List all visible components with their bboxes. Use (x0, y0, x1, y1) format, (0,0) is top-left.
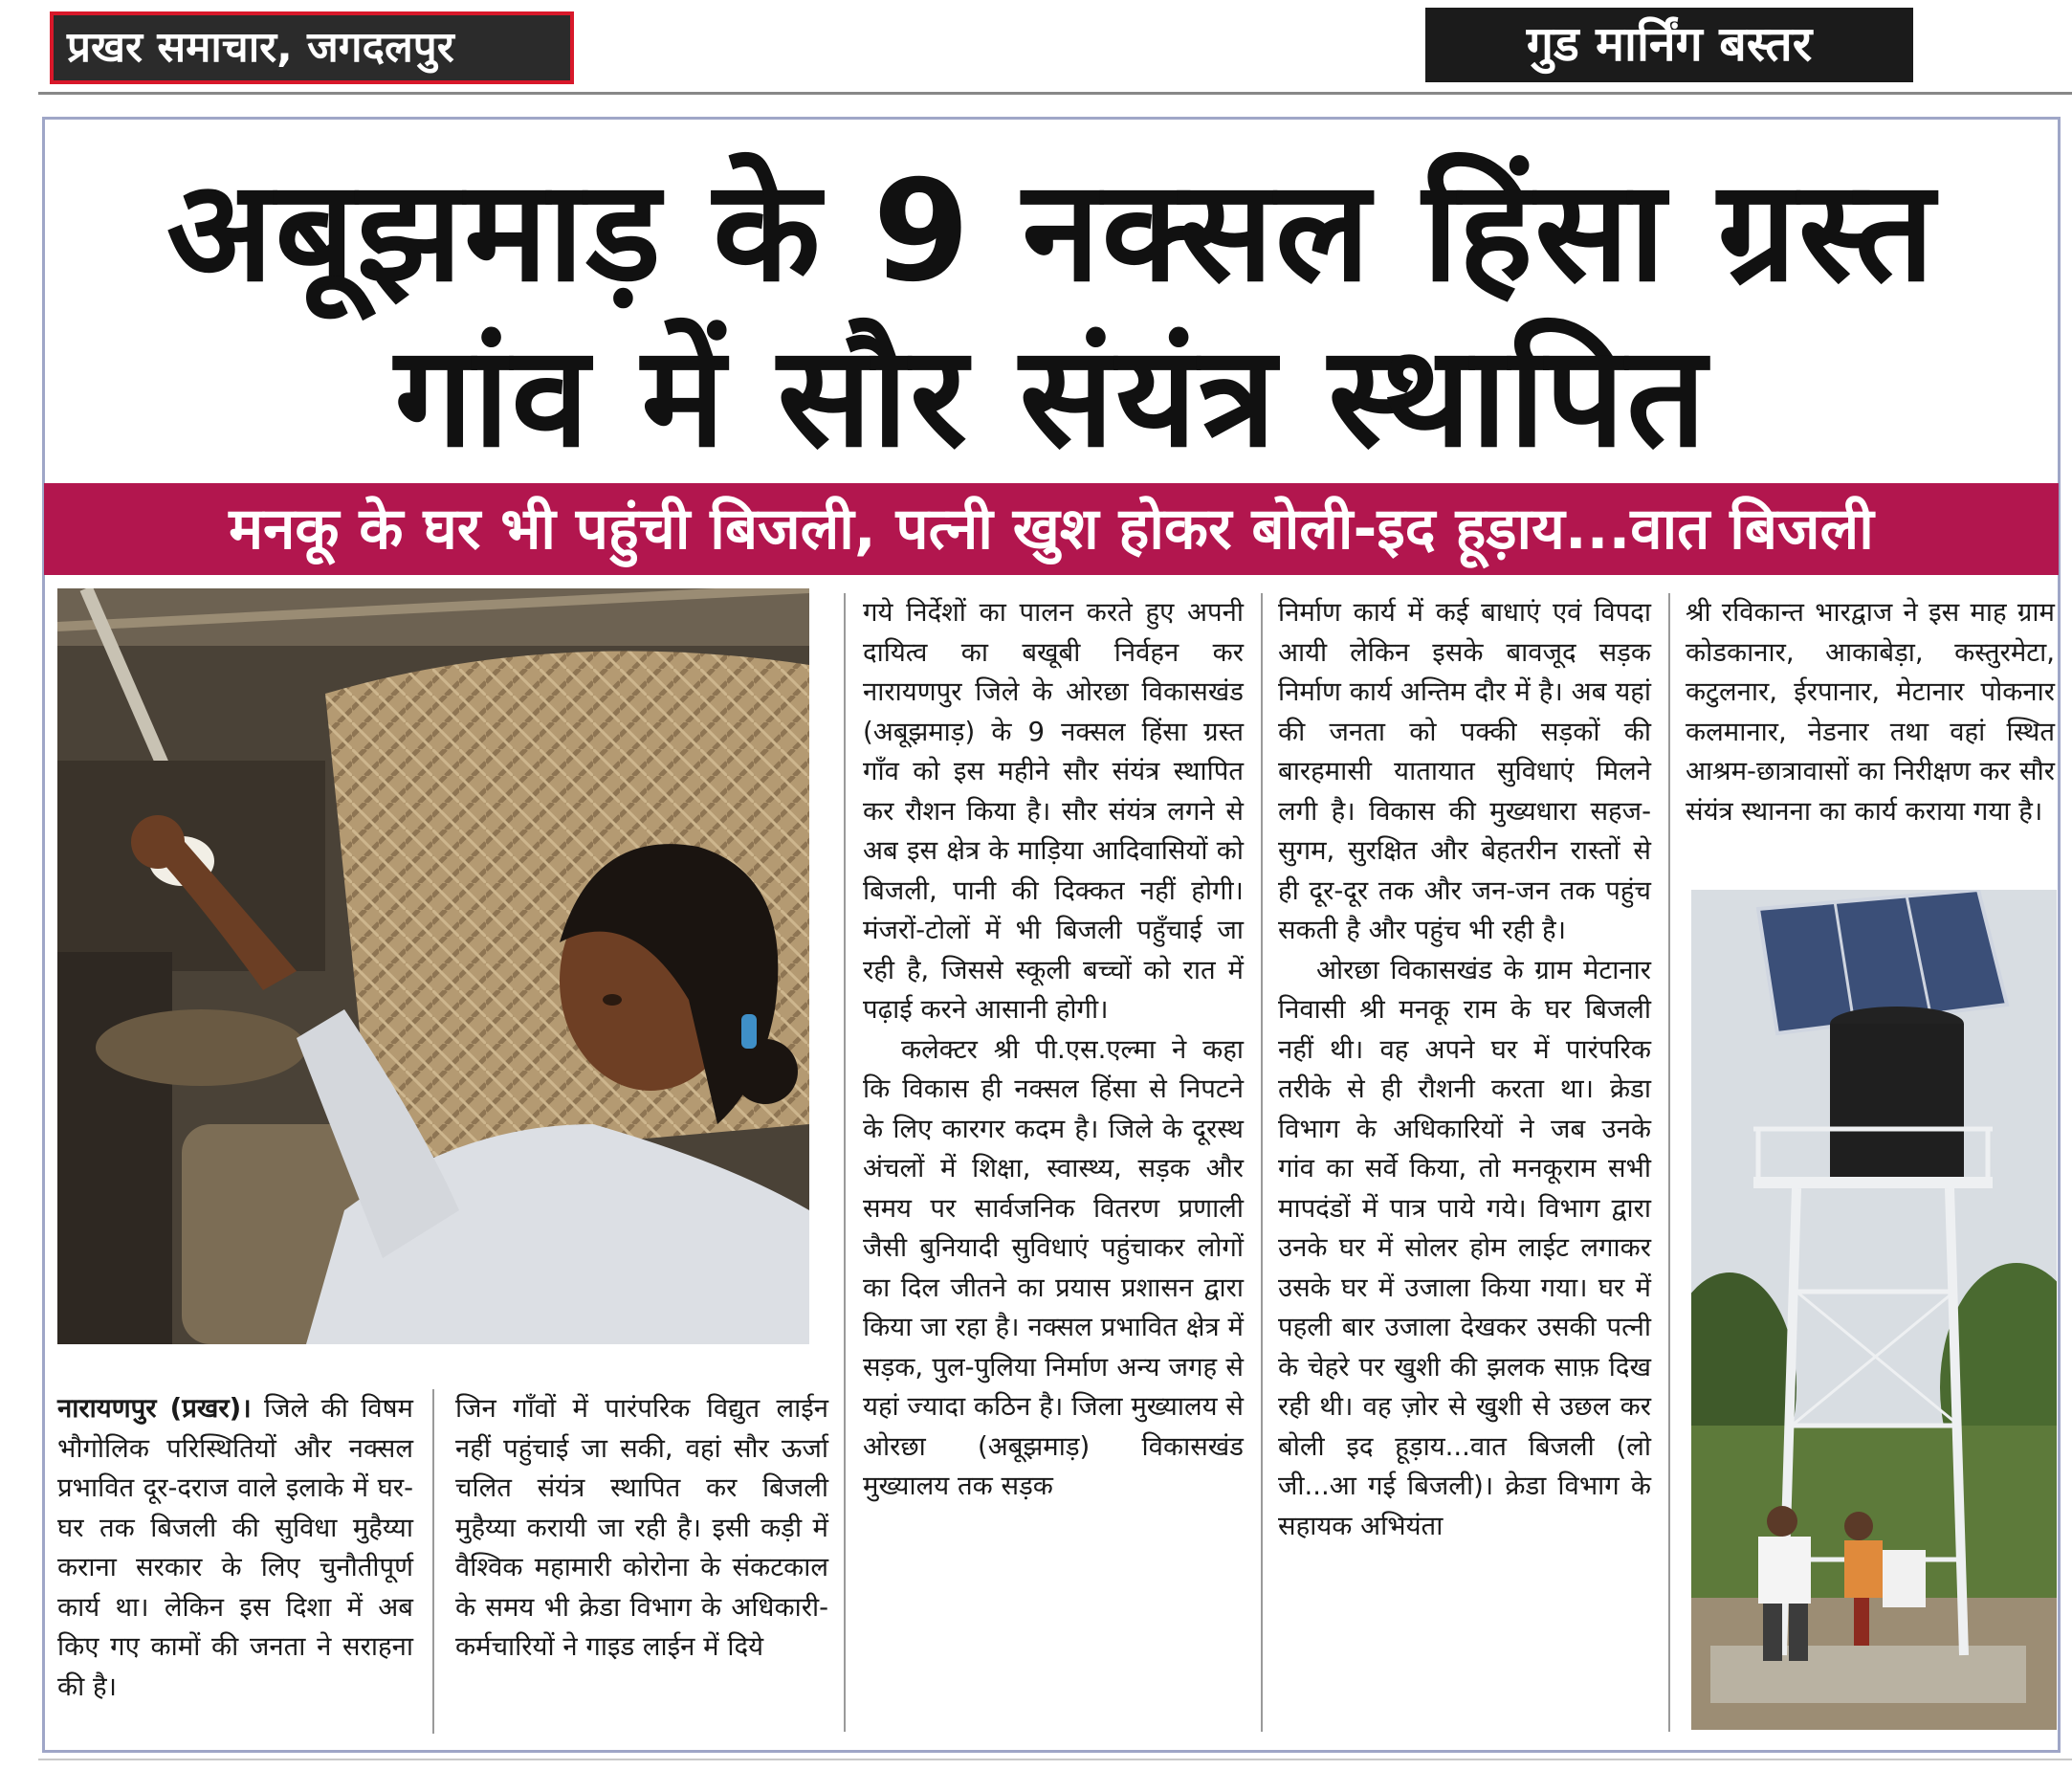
photo-solar-water-tank (1691, 890, 2057, 1730)
column-1-text: जिले की विषम भौगोलिक परिस्थितियों और नक्सल प्रभावित दूर-दराज वाले इलाके में घर-घर तक बिजली की सुविधा मुहैय्या कराना सरकार के लिए चुनौतीपूर्ण कार्य था। लेकिन इस दिशा में अब किए गए कामों की जनता ने सराहना की है। (57, 1393, 414, 1702)
column-5-text: श्री रविकान्त भारद्वाज ने इस माह ग्राम कोडकानार, आकाबेड़ा, कस्तुरमेटा, कटुलनार, ईरपानार, मेटानार पोकनार कलमानार, नेडनार तथा वहां स्थित आश्रम-छात्रावासों का निरीक्षण कर सौर संयंत्र स्थानना का कार्य कराया गया है। (1686, 597, 2055, 827)
article-column-2 (455, 1389, 828, 1668)
column-3-paragraph-2: कलेक्टर श्री पी.एस.एल्मा ने कहा कि विकास ही नक्सल हिंसा से निपटने के लिए कारगर कदम है। जिले के दूरस्थ अंचलों में शिक्षा, स्वास्थ्य, सड़क और समय पर सार्वजनिक वितरण प्रणाली जैसी बुनियादी सुविधाएं पहुंचाकर लोगों का दिल जीतने का प्रयास प्रशासन द्वारा किया जा रहा है। नक्सल प्रभावित क्षेत्र में सड़क, पुल-पुलिया निर्माण अन्य जगह से यहां ज्यादा कठिन है। जिला मुख्यालय से ओरछा (अबूझमाड़) विकासखंड मुख्यालय तक सड़क (863, 1033, 1244, 1501)
dateline: नारायणपुर (प्रखर)। (57, 1393, 252, 1424)
column-2-text: जिन गाँवों में पारंपरिक विद्युत लाईन नहीं पहुंचाई जा सकी, वहां सौर ऊर्जा चलित संयंत्र स्थापित कर बिजली मुहैय्या करायी जा रही है। इसी कड़ी में वैश्विक महामारी कोरोना के संकटकाल के समय भी क्रेडा विभाग के अधिकारी-कर्मचारियों ने गाइड लाईन में दिये (455, 1393, 828, 1662)
article-column-1 (57, 1389, 413, 1707)
solar-tank-illustration (1691, 890, 2057, 1730)
column-divider (1668, 593, 1670, 1732)
section-title: गुड मार्निंग बस्तर (1425, 8, 1913, 82)
newspaper-source-tag: प्रखर समाचार, जगदलपुर (50, 11, 574, 84)
column-divider (1261, 593, 1263, 1732)
article-column-4 (1278, 593, 1651, 1546)
masthead-rule (38, 92, 2072, 95)
photo-woman-with-light (57, 588, 809, 1344)
column-divider (432, 1389, 434, 1734)
headline-line-1: अबूझमाड़ के 9 नक्सल हिंसा ग्रस्त (166, 150, 1936, 313)
bottom-rule (38, 1759, 2072, 1760)
column-4-paragraph-2: ओरछा विकासखंड के ग्राम मेटानार निवासी श्री मनकू राम के घर बिजली नहीं थी। वह अपने घर में पारंपरिक तरीके से ही रौशनी करता था। क्रेडा विभाग के अधिकारियों ने जब उनके गांव का सर्वे किया, तो मनकूराम सभी मापदंडों में पात्र पाये गये। विभाग द्वारा उनके घर में सोलर होम लाईट लगाकर उसके घर में उजाला किया गया। घर में पहली बार उजाला देखकर उसकी पत्नी के चेहरे पर खुशी की झलक साफ़ दिख रही थी। वह ज़ोर से खुशी से उछल कर बोली इद हूड़ाय...वात बिजली (लो जी...आ गई बिजली)। क्रेडा विभाग के सहायक अभियंता (1278, 954, 1651, 1541)
subheadline: मनकू के घर भी पहुंची बिजली, पत्नी खुश होकर बोली-इद हूड़ाय...वात बिजली (44, 483, 2059, 575)
column-divider (844, 593, 846, 1732)
article-column-5 (1686, 593, 2055, 831)
article-column-3 (863, 593, 1244, 1507)
headline-line-2: गांव में सौर संयंत्र स्थापित (394, 316, 1708, 478)
column-3-paragraph-1: गये निर्देशों का पालन करते हुए अपनी दायित्व का बखूबी निर्वहन कर नारायणपुर जिले के ओरछा विकासखंड (अबूझमाड़) के 9 नक्सल हिंसा ग्रस्त गाँव को इस महीने सौर संयंत्र स्थापित कर रौशन किया है। सौर संयंत्र लगने से अब इस क्षेत्र के माड़िया आदिवासियों को बिजली, पानी की दिक्कत नहीं होगी। मंजरों-टोलों में भी बिजली पहुँचाई जा रही है, जिससे स्कूली बच्चों को रात में पढ़ाई करने आसानी होगी। (863, 597, 1244, 1025)
woman-photo-illustration (57, 588, 809, 1344)
column-4-paragraph-1: निर्माण कार्य में कई बाधाएं एवं विपदा आयी लेकिन इसके बावजूद सड़क निर्माण कार्य अन्तिम दौर में है। अब यहां की जनता को पक्की सड़कों की बारहमासी यातायात सुविधाएं मिलने लगी है। विकास की मुख्यधारा सहज-सुगम, सुरक्षित और बेहतरीन रास्तों से ही दूर-दूर तक और जन-जन तक पहुंच सकती है और पहुंच भी रही है। (1278, 597, 1651, 945)
